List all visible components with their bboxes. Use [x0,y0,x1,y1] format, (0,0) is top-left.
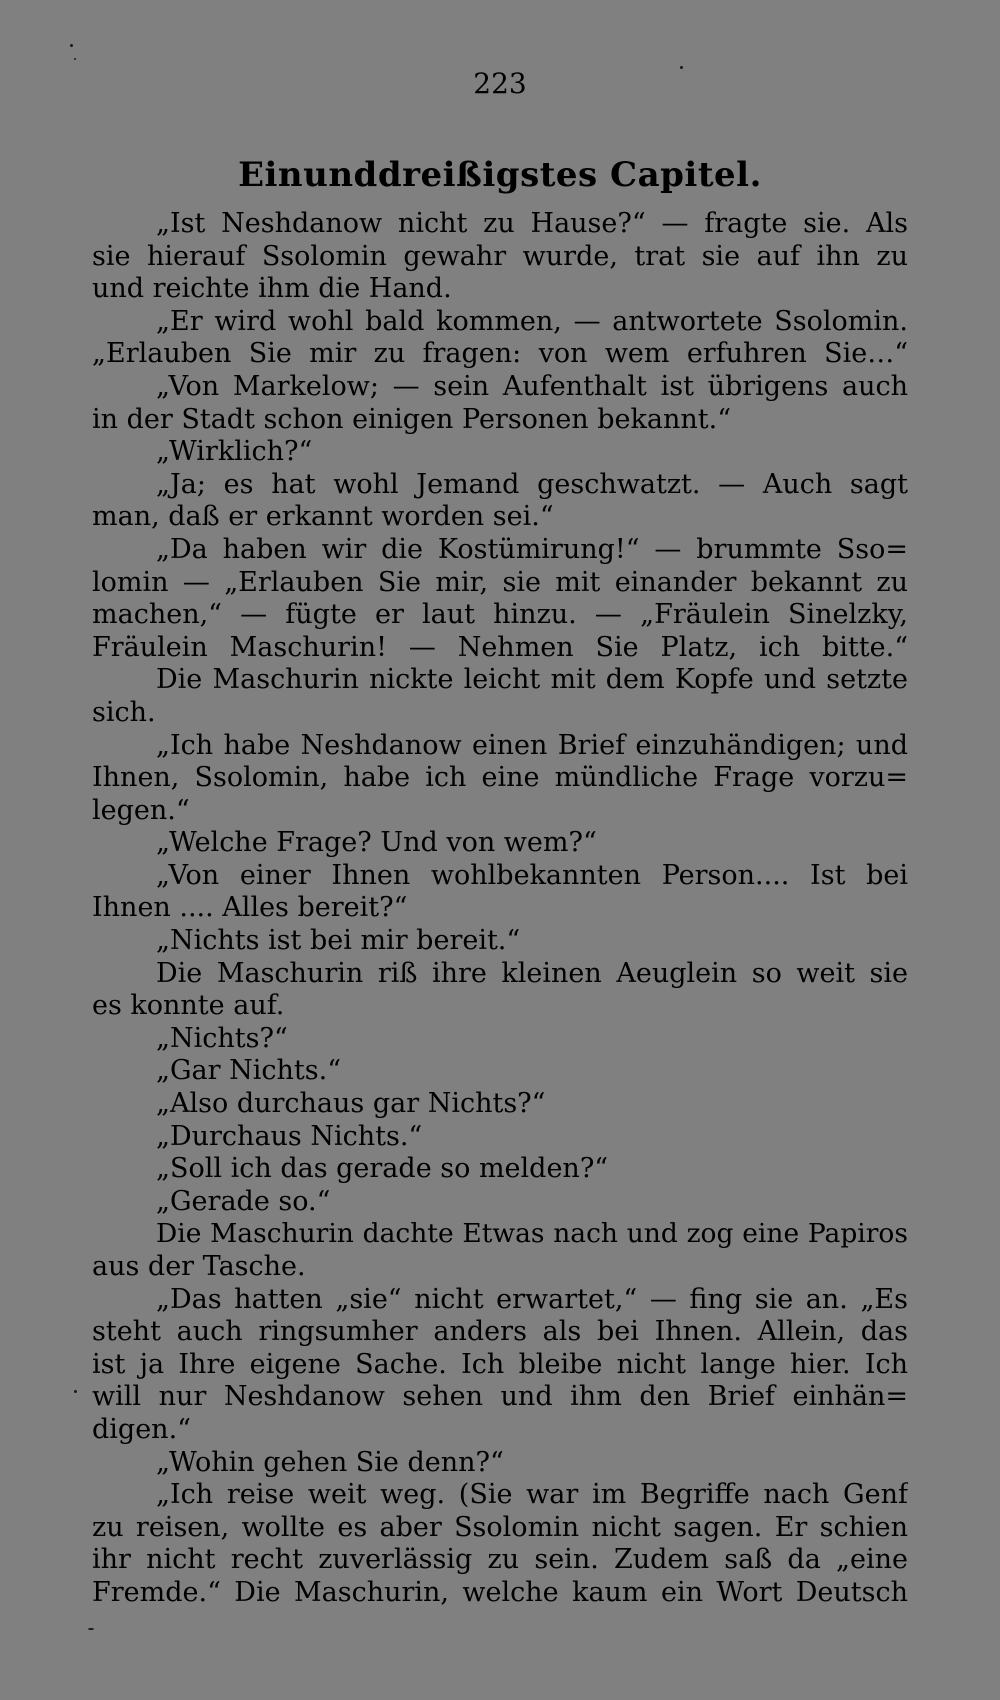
scan-speck [680,66,683,69]
text-line: „Von Markelow; — sein Aufenthalt ist übrigens auch [156,370,908,402]
text-line: Ihnen .... Alles bereit?“ [92,892,408,924]
text-line: „Nichts?“ [156,1022,288,1054]
text-line: „Ist Neshdanow nicht zu Hause?“ — fragte sie. Als [156,208,908,239]
text-line: in der Stadt schon einigen Personen bekannt.“ [92,403,732,435]
text-line: „Gar Nichts.“ [156,1055,342,1087]
text-line: „Ja; es hat wohl Jemand geschwatzt. — Auch sagt [156,468,908,500]
text-line: „Gerade so.“ [156,1185,331,1217]
text-line: „Erlauben Sie mir zu fragen: von wem erfuhren Sie…“ [92,338,908,370]
text-line: legen.“ [92,794,190,826]
text-line: „Nichts ist bei mir bereit.“ [156,925,521,957]
text-line: „Von einer Ihnen wohlbekannten Person.... Ist bei [156,859,908,891]
text-line: sie hierauf Ssolomin gewahr wurde, trat sie auf ihn zu [92,240,908,272]
text-line: „Welche Frage? Und von wem?“ [156,827,597,859]
page-number: 223 [473,67,527,100]
text-line: sich. [92,696,156,728]
text-line: Fremde.“ Die Maschurin, welche kaum ein Wort Deutsch [92,1576,908,1608]
text-line: „Wirklich?“ [156,436,313,468]
text-line: „Er wird wohl bald kommen, — antwortete Ssolomin. [156,305,908,337]
text-line: „Das hatten „sie“ nicht erwartet,“ — fing sie an. „Es [156,1283,908,1315]
scan-speck [88,1628,94,1630]
text-line: ihr nicht recht zuverlässig zu sein. Zudem saß da „eine [92,1544,908,1576]
text-line: „Ich reise weit weg. (Sie war im Begriffe nach Genf [156,1479,908,1511]
text-line: machen,“ — fügte er laut hinzu. — „Fräulein Sinelzky, [92,599,908,631]
text-line: Ihnen, Ssolomin, habe ich eine mündliche Frage vorzu= [92,762,908,794]
text-line: zu reisen, wollte es aber Ssolomin nicht sagen. Er schien [92,1511,908,1543]
text-line: „Wohin gehen Sie denn?“ [156,1446,504,1478]
text-line: „Da haben wir die Kostümirung!“ — brummte Sso= [156,533,908,565]
text-line: „Ich habe Neshdanow einen Brief einzuhändigen; und [156,729,908,761]
text-line: aus der Tasche. [92,1251,306,1282]
text-line: „Also durchaus gar Nichts?“ [156,1088,546,1120]
scan-speck [70,44,73,47]
scan-speck [74,58,76,60]
text-line: es konnte auf. [92,990,285,1022]
text-line: Die Maschurin riß ihre kleinen Aeuglein so weit sie [156,957,908,989]
text-line: steht auch ringsumher anders als bei Ihnen. Allein, das [92,1316,908,1348]
text-line: „Durchaus Nichts.“ [156,1120,423,1152]
text-line: Fräulein Maschurin! — Nehmen Sie Platz, ich bitte.“ [92,631,908,663]
text-line: will nur Neshdanow sehen und ihm den Brief einhän= [92,1381,908,1413]
text-line: digen.“ [92,1413,191,1445]
text-line: ist ja Ihre eigene Sache. Ich bleibe nicht lange hier. Ich [92,1348,908,1380]
text-line: „Soll ich das gerade so melden?“ [156,1153,609,1185]
chapter-title: Einunddreißigstes Capitel. [238,155,762,195]
scan-speck [74,1390,77,1393]
text-line: lomin — „Erlauben Sie mir, sie mit einander bekannt zu [92,566,908,598]
text-line: und reichte ihm die Hand. [92,273,452,305]
body-text [92,208,908,1610]
text-line: man, daß er erkannt worden sei.“ [92,501,554,533]
text-line: Die Maschurin dachte Etwas nach und zog eine Papiros [156,1218,908,1250]
text-line: Die Maschurin nickte leicht mit dem Kopfe und setzte [156,664,908,696]
